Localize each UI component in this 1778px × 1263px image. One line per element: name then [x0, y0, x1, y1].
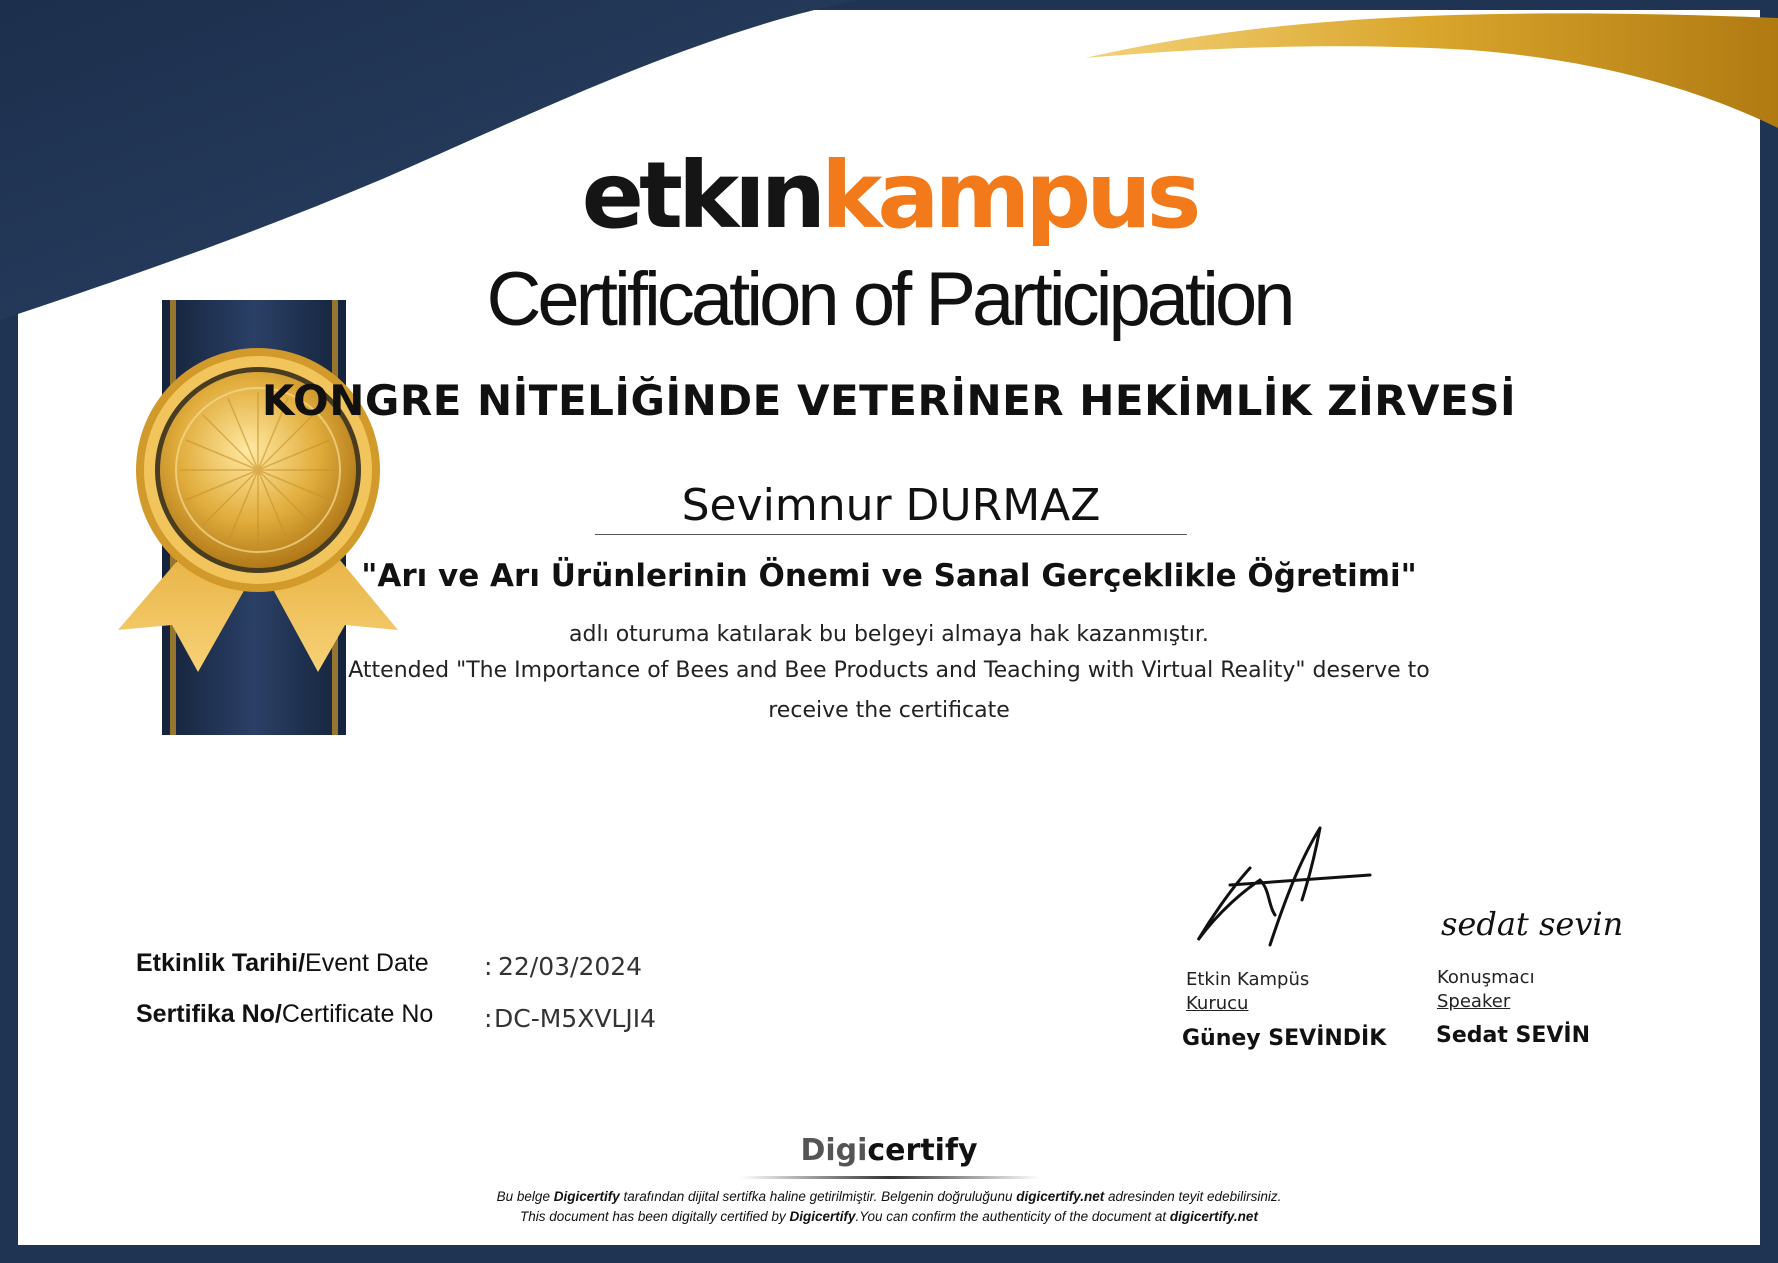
footer-tr-pre: Bu belge [496, 1189, 554, 1204]
signer1-role: Kurucu [1186, 993, 1249, 1014]
certificate-no-colon: : [484, 1004, 493, 1033]
logo-part-kampus: kampus [821, 142, 1197, 249]
footer-tr-site[interactable]: digicertify.net [1016, 1189, 1105, 1204]
digicertify-logo [0, 1133, 1778, 1168]
recipient-name: Sevimnur DURMAZ [681, 480, 1101, 531]
event-title: KONGRE NİTELİĞİNDE VETERİNER HEKİMLİK ZİRVESİ [261, 376, 1517, 425]
digicertify-logo-part1: Digi [800, 1133, 868, 1168]
footer-line-tr [0, 1190, 1778, 1204]
certificate-no-label [136, 1002, 433, 1027]
event-date-label-en: Event Date [305, 949, 429, 977]
name-underline [595, 534, 1187, 535]
certificate-no-value: DC-M5XVLJI4 [494, 1004, 657, 1033]
footer-line-en [0, 1210, 1778, 1224]
certificate-no-label-tr: Sertifika No/ [136, 1000, 282, 1028]
signer2-role: Speaker [1437, 991, 1511, 1012]
certificate-title: Certification of Participation [486, 257, 1292, 342]
footer-en-site[interactable]: digicertify.net [1169, 1209, 1258, 1224]
footer-divider [740, 1175, 1040, 1181]
signer2-org: Konuşmacı [1437, 967, 1535, 988]
logo-part-etkin: etkın [581, 142, 822, 249]
footer-en-brand: Digicertify [789, 1209, 856, 1224]
footer-en-mid: .You can confirm the authenticity of the document at [855, 1209, 1170, 1224]
description-en-line2: receive the certificate [768, 698, 1010, 723]
session-title: "Arı ve Arı Ürünlerinin Önemi ve Sanal Gerçeklikle Öğretimi" [361, 558, 1417, 594]
event-date-colon: : [484, 952, 493, 981]
signer1-org: Etkin Kampüs [1186, 969, 1310, 990]
footer-tr-brand: Digicertify [553, 1189, 620, 1204]
event-date-value: 22/03/2024 [498, 952, 643, 981]
etkinkampus-logo [0, 142, 1778, 249]
signature-guney-sevindik [1190, 820, 1380, 950]
footer-tr-post: adresinden teyit edebilirsiniz. [1104, 1189, 1282, 1204]
footer-tr-mid: tarafından dijital sertifka haline getirilmiştir. Belgenin doğruluğunu [619, 1189, 1017, 1204]
signature-sedat-sevin [1435, 890, 1624, 960]
description-en-line1: Attended "The Importance of Bees and Bee Products and Teaching with Virtual Reality" deserve to [348, 658, 1430, 683]
signature-handwriting: sedat sevin [1441, 905, 1624, 943]
digicertify-logo-part2: certify [867, 1133, 978, 1168]
footer-en-pre: This document has been digitally certified by [520, 1209, 790, 1224]
description-tr: adlı oturuma katılarak bu belgeyi almaya hak kazanmıştır. [569, 622, 1209, 647]
event-date-label-tr: Etkinlik Tarihi/ [136, 949, 306, 977]
certificate-no-label-en: Certificate No [281, 1000, 434, 1028]
signer2-name: Sedat SEVİN [1436, 1023, 1591, 1048]
event-date-label [136, 951, 429, 976]
signer1-name: Güney SEVİNDİK [1182, 1026, 1387, 1051]
